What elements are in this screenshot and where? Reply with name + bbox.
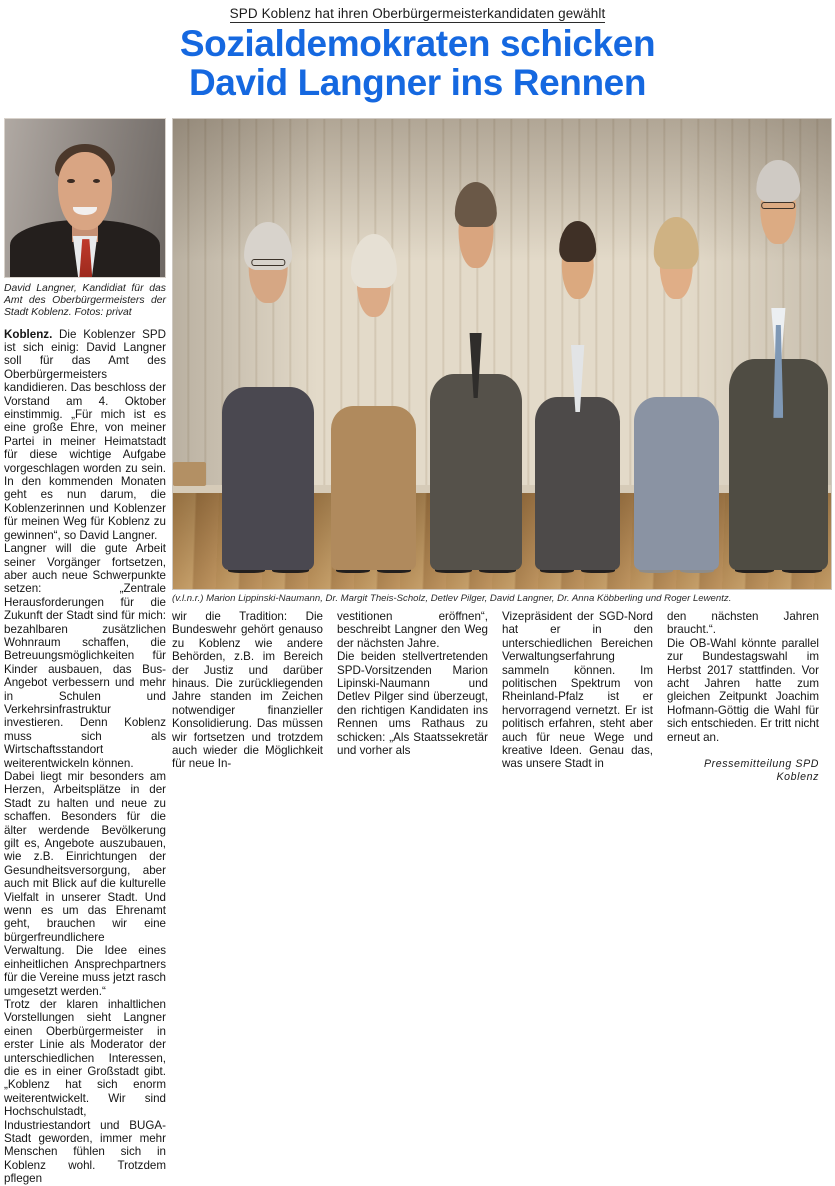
article-column-3	[337, 610, 488, 784]
group-photo-caption: (v.l.n.r.) Marion Lippinski-Naumann, Dr. Margit Theis-Scholz, Detlev Pilger, David Langner, Dr. Anna Köbberling und Roger Lewentz.	[172, 593, 732, 604]
article-column-4	[502, 610, 653, 784]
paragraph: Vizepräsident der SGD-Nord hat er in den unterschiedlichen Bereichen Verwaltungserfahrung sammeln können. Im politischen Spektrum von Rheinland-Pfalz ist er hervorragend vernetzt. Er ist politisch erfahren, steht aber auch für neue Wege und kreative Ideen. Genau das, was unsere Stadt in	[502, 610, 653, 771]
left-column	[4, 118, 166, 1186]
headline-line-2: David Langner ins Rennen	[188, 62, 647, 103]
paragraph: Trotz der klaren inhaltlichen Vorstellungen sieht Langner einen Oberbürgermeister in erster Linie als Moderator der unterschiedlichen Interessen, die es in einer Großstadt gibt. „Koblenz hat sich enorm weiterentwickelt. Wir sind Hochschulstadt, Industriestandort und BUGA-Stadt geworden, immer mehr Menschen fühlen sich in Koblenz wohl. Trotzdem pflegen	[4, 997, 166, 1186]
kicker-text: SPD Koblenz hat ihren Oberbürgermeisterkandidaten gewählt	[229, 6, 606, 21]
paragraph	[4, 328, 166, 543]
paragraph: den nächsten Jahren braucht.“.	[667, 610, 819, 637]
paragraph: Langner will die gute Arbeit seiner Vorgänger fortsetzen, aber auch neue Schwerpunkte setzen: „Zentrale Herausforderungen für die Zukunft der Stadt sind für mich: bezahlbaren zusätzlichen Wohnraum schaffen, die Betreuungsmöglichkeiten für Kinder ausbauen, das Bus-Angebot verbessern und mehr in Schulen und Verkehrsinfrastruktur investieren. Denn Koblenz muss sich als Wirtschaftsstandort weiterentwickeln können.	[4, 542, 166, 770]
page-title	[0, 24, 835, 102]
paragraph: Die OB-Wahl könnte parallel zur Bundestagswahl im Herbst 2017 stattfinden. Vor acht Jahren hatte zum gleichen Zeitpunkt Joachim Hofmann-Göttig die Wahl für sich entschieden. Er tritt nicht erneut an.	[667, 636, 819, 744]
paragraph: vestitionen eröffnen“, beschreibt Langner den Weg der nächsten Jahre.	[337, 610, 488, 650]
press-attribution: Pressemitteilung SPD Koblenz	[703, 758, 819, 784]
paragraph-text: Die Koblenzer SPD ist sich einig: David Langner soll für das Amt des Oberbürgermeisters kandidieren. Das beschloss der Vorstand am 4. Oktober einstimmig. „Für mich ist es eine große Ehre, von meiner Partei in meiner Heimatstadt für diese wichtige Aufgabe vorgeschlagen worden zu sein. In den kommenden Monaten geht es nun darum, die Koblenzerinnen und Koblenzer für meinen Weg für Koblenz zu gewinnen“, so David Langner.	[4, 327, 166, 542]
dateline: Koblenz.	[4, 327, 53, 341]
paragraph: Die beiden stellvertretenden SPD-Vorsitzenden Marion Lipinski-Naumann und Detlev Pilger sind überzeugt, den richtigen Kandidaten ins Rennen ums Rathaus zu schicken: „Als Staatssekretär und vorher als	[337, 650, 488, 758]
paragraph: wir die Tradition: Die Bundeswehr gehört genauso zu Koblenz wie andere Behörden, z.B. im Bereich der Justiz und darüber hinaus. Die zurückliegenden Jahre standen im Zeichen notwendiger finanzieller Konsolidierung. Das müssen wir fortsetzen und trotzdem auch wieder die Möglichkeit für neue In-	[172, 610, 323, 771]
portrait-photo	[4, 118, 166, 278]
group-photo	[172, 118, 832, 590]
portrait-caption: David Langner, Kandidiat für das Amt des Oberbürgermeisters der Stadt Koblenz. Fotos: privat	[4, 283, 166, 319]
article-column-5	[667, 610, 819, 784]
kicker	[0, 6, 835, 21]
article-column-1	[4, 328, 166, 1186]
article-column-2	[172, 610, 323, 784]
headline-line-1: Sozialdemokraten schicken	[179, 23, 656, 64]
lower-text-grid	[172, 610, 834, 784]
paragraph: Dabei liegt mir besonders am Herzen, Arbeitsplätze in der Stadt zu halten und neue zu schaffen. Besonders für die älter werdende Bevölkerung gilt es, Angebote auszubauen, wie z.B. Einrichtungen der Gesundheitsversorgung, aber auch mit Blick auf die kulturelle Vielfalt in unserer Stadt. Und wenn es um das Ehrenamt geht, brauchen wir eine bürgerfreundlichere Verwaltung. Die Idee eines einheitlichen Ansprechpartners für die Vereine muss jetzt rasch umgesetzt werden.“	[4, 770, 166, 998]
